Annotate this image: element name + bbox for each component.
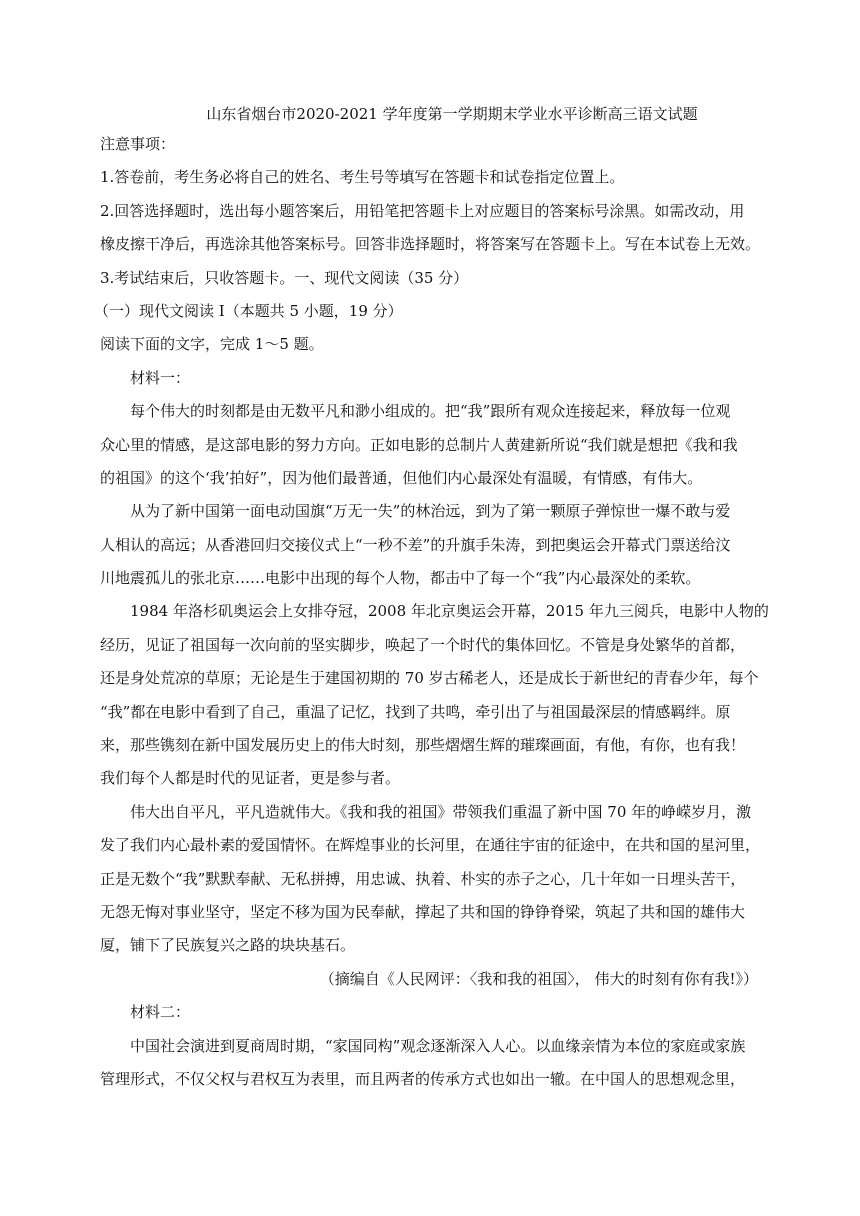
document-title: 山东省烟台市2020-2021 学年度第一学期期末学业水平诊断高三语文试题 [206, 105, 698, 123]
paragraph-line: 还是身处荒凉的草原；无论是生于建国初期的 70 岁古稀老人，还是成长于新世纪的青春少年，每个 [100, 669, 759, 688]
paragraph-line: 人相认的高远；从香港回归交接仪式上“一秒不差”的升旗手朱涛，到把奥运会开幕式门票送给汶 [100, 535, 731, 554]
paragraph-line: 我们每个人都是时代的见证者，更是参与者。 [100, 769, 401, 788]
reading-instruction: 阅读下面的文字，完成 1～5 题。 [100, 335, 324, 354]
paragraph-line: 的祖国》的这个‘我’拍好”，因为他们最普通，但他们内心最深处有温暖，有情感，有伟大。 [100, 468, 703, 487]
material-1-paragraph [100, 501, 764, 588]
paragraph-line: “我”都在电影中看到了自己，重温了记忆，找到了共鸣，牵引出了与祖国最深层的情感羁绊。原 [100, 702, 731, 721]
notice-item-3: 3.考试结束后，只收答题卡。一、现代文阅读（35 分） [100, 268, 469, 287]
paragraph-line: 从为了新中国第一面电动国旗“万无一失”的林治远，到为了第一颗原子弹惊世一爆不敢与爱 [130, 502, 731, 521]
paragraph-line: 每个伟大的时刻都是由无数平凡和渺小组成的。把“我”跟所有观众连接起来，释放每一位观 [130, 402, 731, 421]
paragraph-line: 发了我们内心最朴素的爱国情怀。在辉煌事业的长河里，在通往宇宙的征途中，在共和国的星河里， [100, 836, 761, 855]
paragraph-line: 众心里的情感，是这部电影的努力方向。正如电影的总制片人黄建新所说“我们就是想把《我和我 [100, 435, 738, 454]
paragraph-line: 伟大出自平凡，平凡造就伟大。《我和我的祖国》带领我们重温了新中国 70 年的峥嵘岁月，激 [130, 802, 752, 821]
material-1-source: （摘编自《人民网评：〈我和我的祖国〉， 伟大的时刻有你有我!》） [319, 969, 758, 988]
material-1-paragraph [100, 401, 764, 488]
material-1-label: 材料一： [130, 368, 191, 387]
paragraph-line: 无怨无悔对事业坚守，坚定不移为国为民奉献，撑起了共和国的铮铮脊梁，筑起了共和国的雄伟大 [100, 902, 746, 921]
paragraph-line: 厦，铺下了民族复兴之路的块块基石。 [100, 936, 356, 955]
paragraph-line: 经历，见证了祖国每一次向前的坚实脚步，唤起了一个时代的集体回忆。不管是身处繁华的首都， [100, 635, 746, 654]
notice-heading: 注意事项： [100, 135, 176, 153]
paragraph-line: 正是无数个“我”默默奉献、无私拼搏，用忠诚、执着、朴实的赤子之心，几十年如一日埋头苦干， [100, 869, 746, 888]
material-2-label: 材料二： [130, 1003, 191, 1022]
material-1-paragraph [100, 802, 764, 956]
paragraph-line: 川地震孤儿的张北京……电影中出现的每个人物，都击中了每一个“我”内心最深处的柔软。 [100, 569, 701, 588]
paragraph-line: 管理形式，不仅父权与君权互为表里，而且两者的传承方式也如出一辙。在中国人的思想观念里， [100, 1069, 746, 1088]
notice-item-2-line: 橡皮擦干净后，再选涂其他答案标号。回答非选择题时，将答案写在答题卡上。写在本试卷上无效。 [100, 235, 761, 254]
material-1-paragraph [100, 601, 769, 788]
paragraph-line: 来，那些镌刻在新中国发展历史上的伟大时刻，那些熠熠生辉的璀璨画面，有他，有你，也有我！ [100, 736, 746, 755]
paragraph-line: 1984 年洛杉矶奥运会上女排夺冠，2008 年北京奥运会开幕，2015 年九三阅兵，电影中人物的 [130, 602, 769, 621]
section-heading: （一）现代文阅读 I（本题共 5 小题，19 分） [94, 301, 403, 320]
notice-item-1: 1.答卷前，考生务必将自己的姓名、考生号等填写在答题卡和试卷指定位置上。 [100, 168, 625, 187]
notice-item-2-line: 2.回答选择题时，选出每小题答案后，用铅笔把答题卡上对应题目的答案标号涂黑。如需改动，用 [100, 201, 745, 220]
material-2-paragraph [100, 1036, 764, 1089]
notice-item-2 [100, 201, 764, 254]
paragraph-line: 中国社会演进到夏商周时期，“家国同构”观念逐渐深入人心。以血缘亲情为本位的家庭或家族 [130, 1036, 746, 1055]
